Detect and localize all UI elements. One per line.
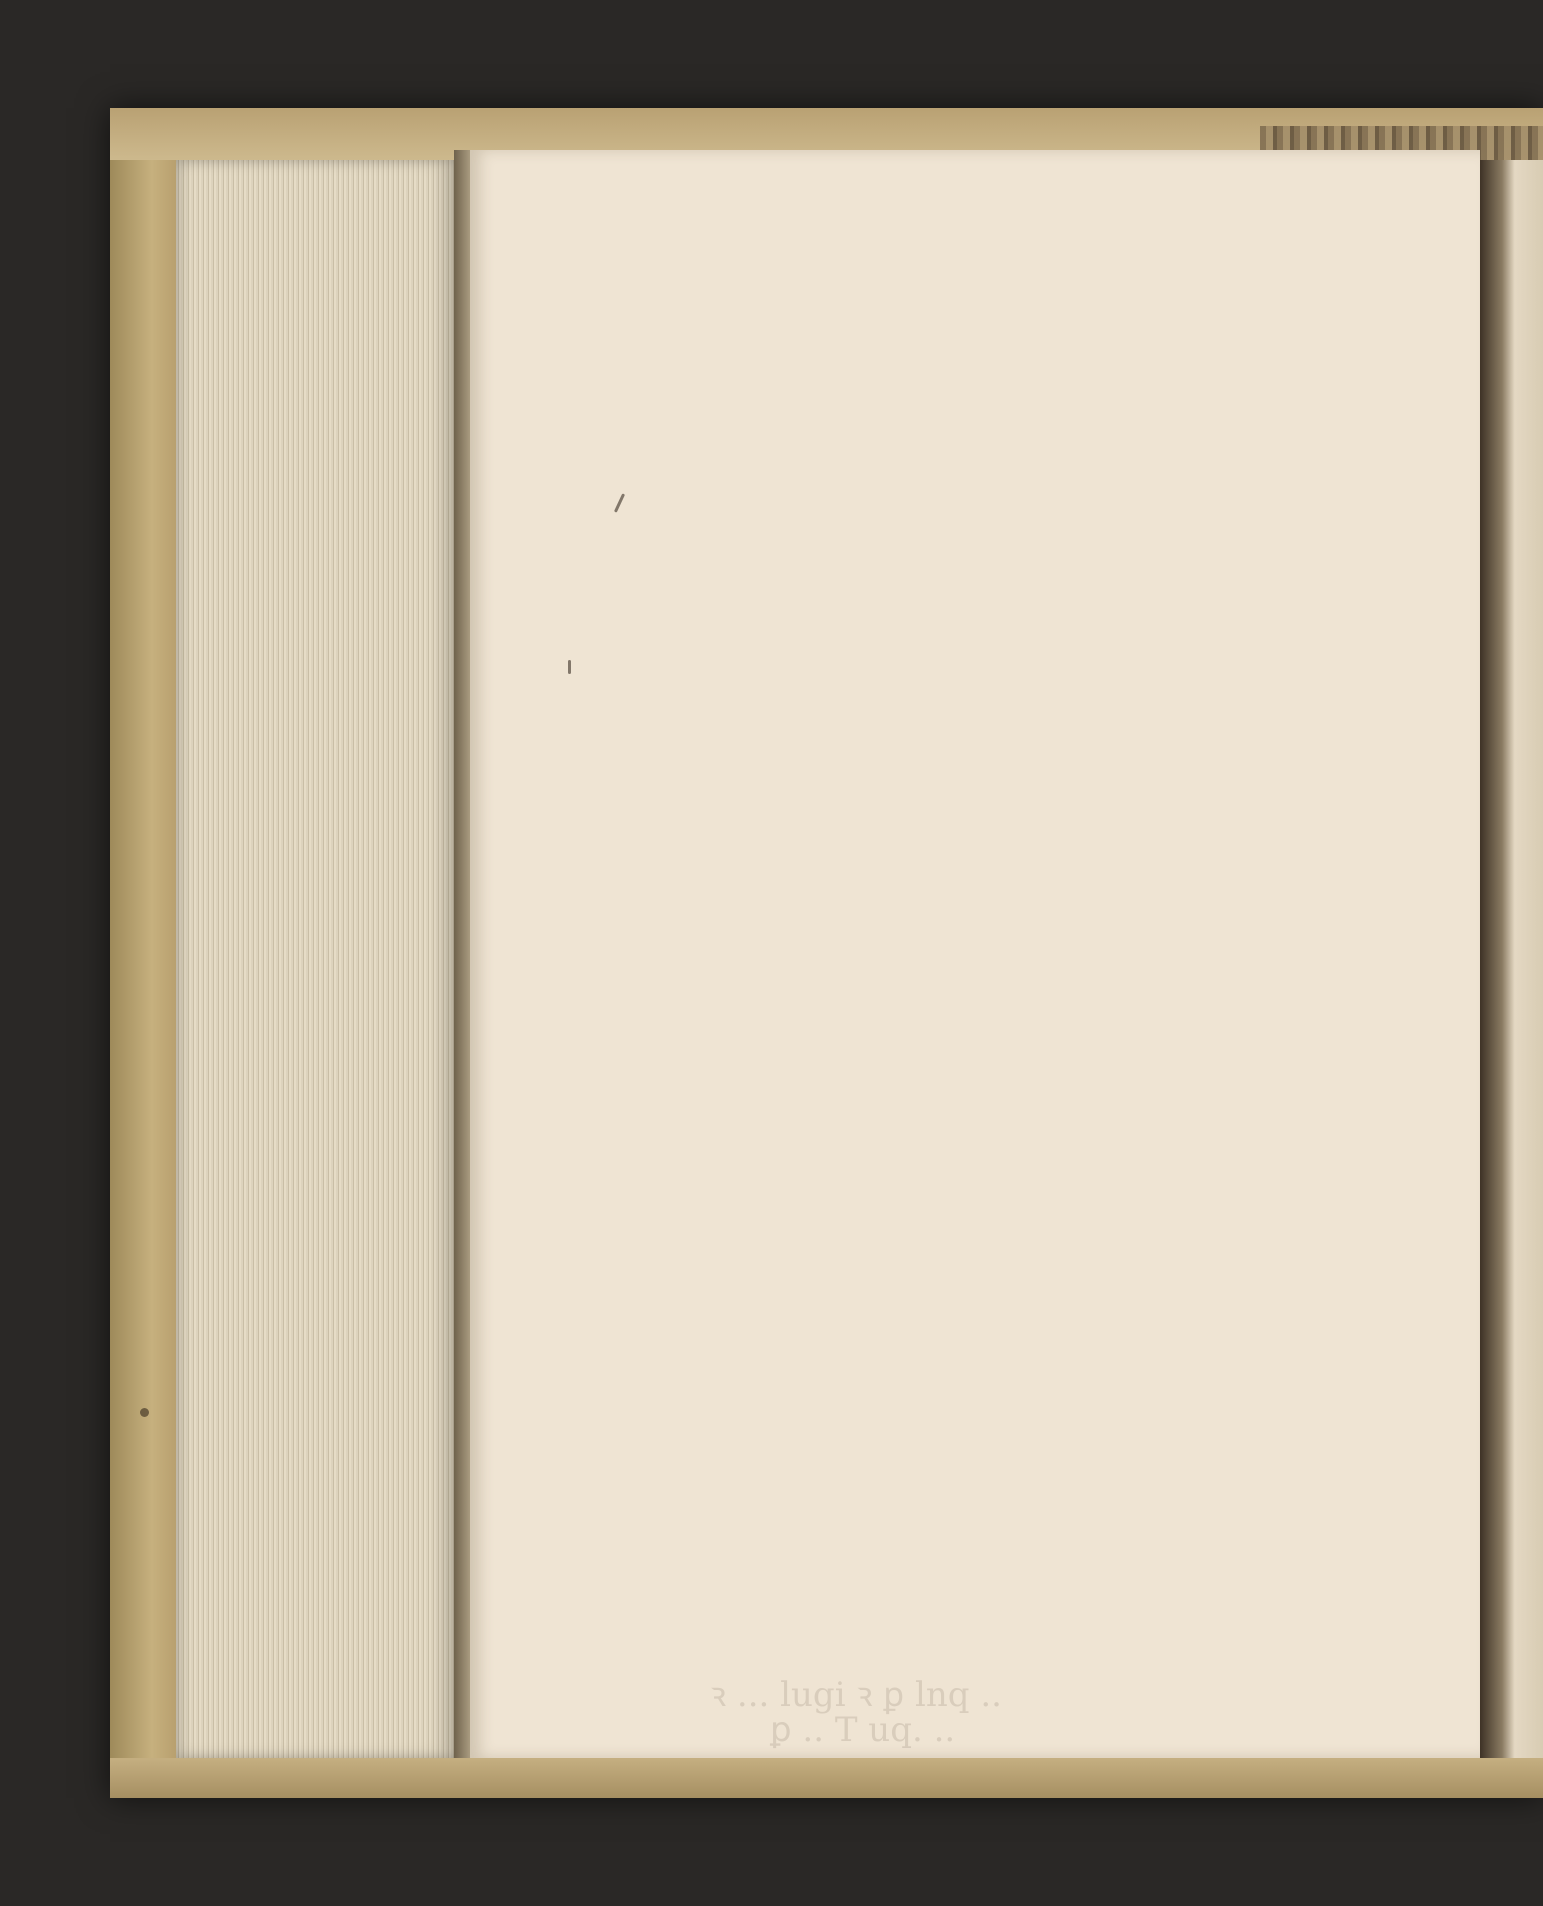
cover-left-edge [110,108,180,1798]
show-through-text: ꝑ .. T uq. .. [770,1710,956,1750]
ink-spot [568,660,571,674]
facing-page-edge [1480,160,1543,1758]
gutter-shadow [454,150,470,1758]
book-page [470,150,1480,1758]
show-through-text: ꝛ ... lugi ꝛ ꝑ lnq .. [710,1675,1002,1715]
page-block-edge [176,160,454,1758]
ink-spot [140,1408,149,1417]
cover-bottom-edge [110,1758,1543,1798]
